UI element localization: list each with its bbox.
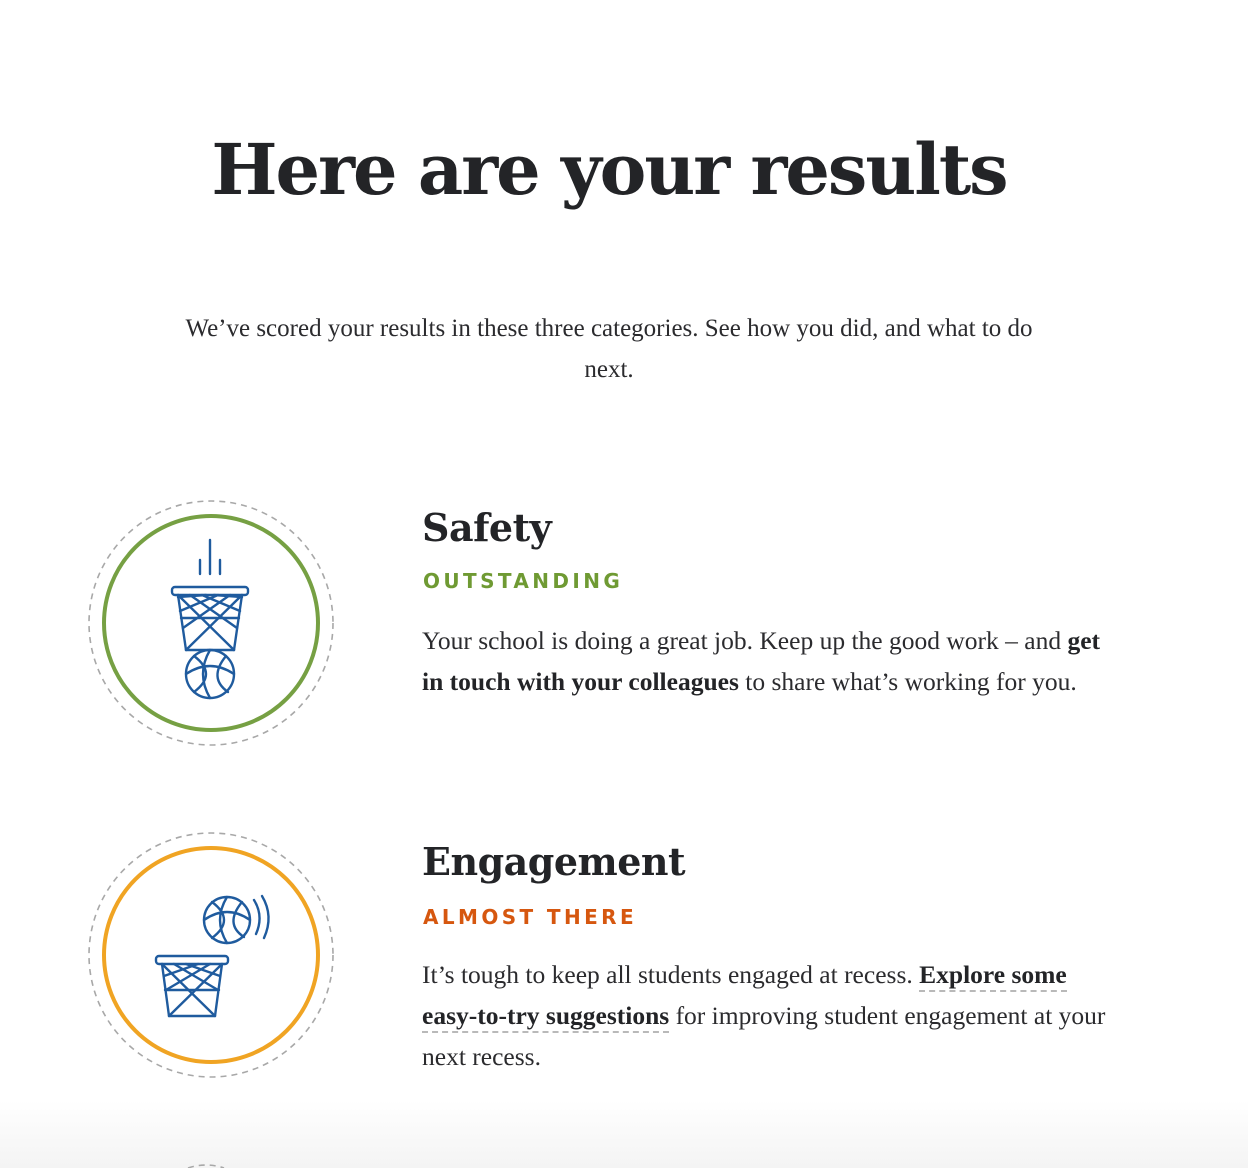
engagement-status-badge: ALMOST THERE bbox=[423, 905, 638, 929]
engagement-description-text: It’s tough to keep all students engaged at recess. bbox=[422, 960, 920, 989]
engagement-description-text-end: for improving student engagement at your next recess. bbox=[422, 1001, 1106, 1071]
safety-status-badge: OUTSTANDING bbox=[423, 569, 624, 593]
engagement-heading: Engagement bbox=[422, 839, 686, 884]
page-title: Here are your results bbox=[211, 128, 1007, 211]
explore-suggestions-link[interactable]: Explore some easy-to-try suggestions bbox=[422, 960, 1067, 1033]
engagement-badge bbox=[86, 830, 336, 1080]
intro-text: We’ve scored your results in these three categories. See how you did, and what to do next. bbox=[185, 315, 1033, 383]
next-badge-peek-icon bbox=[186, 1160, 226, 1168]
result-safety bbox=[0, 498, 1248, 758]
safety-description bbox=[422, 620, 1122, 702]
safety-description-text-end: to share what’s working for you. bbox=[738, 667, 1077, 696]
basketball-approaching-hoop-icon bbox=[86, 830, 336, 1080]
safety-heading: Safety bbox=[422, 505, 552, 550]
safety-description-text: Your school is doing a great job. Keep up the good work – and bbox=[422, 626, 1068, 655]
safety-emphasis-text: get in touch with your colleagues bbox=[422, 626, 1101, 696]
bottom-fade bbox=[0, 1100, 1248, 1168]
result-engagement bbox=[0, 830, 1248, 1090]
safety-badge bbox=[86, 498, 336, 748]
basketball-dropping-through-hoop-icon bbox=[86, 498, 336, 748]
engagement-description bbox=[422, 954, 1122, 1077]
